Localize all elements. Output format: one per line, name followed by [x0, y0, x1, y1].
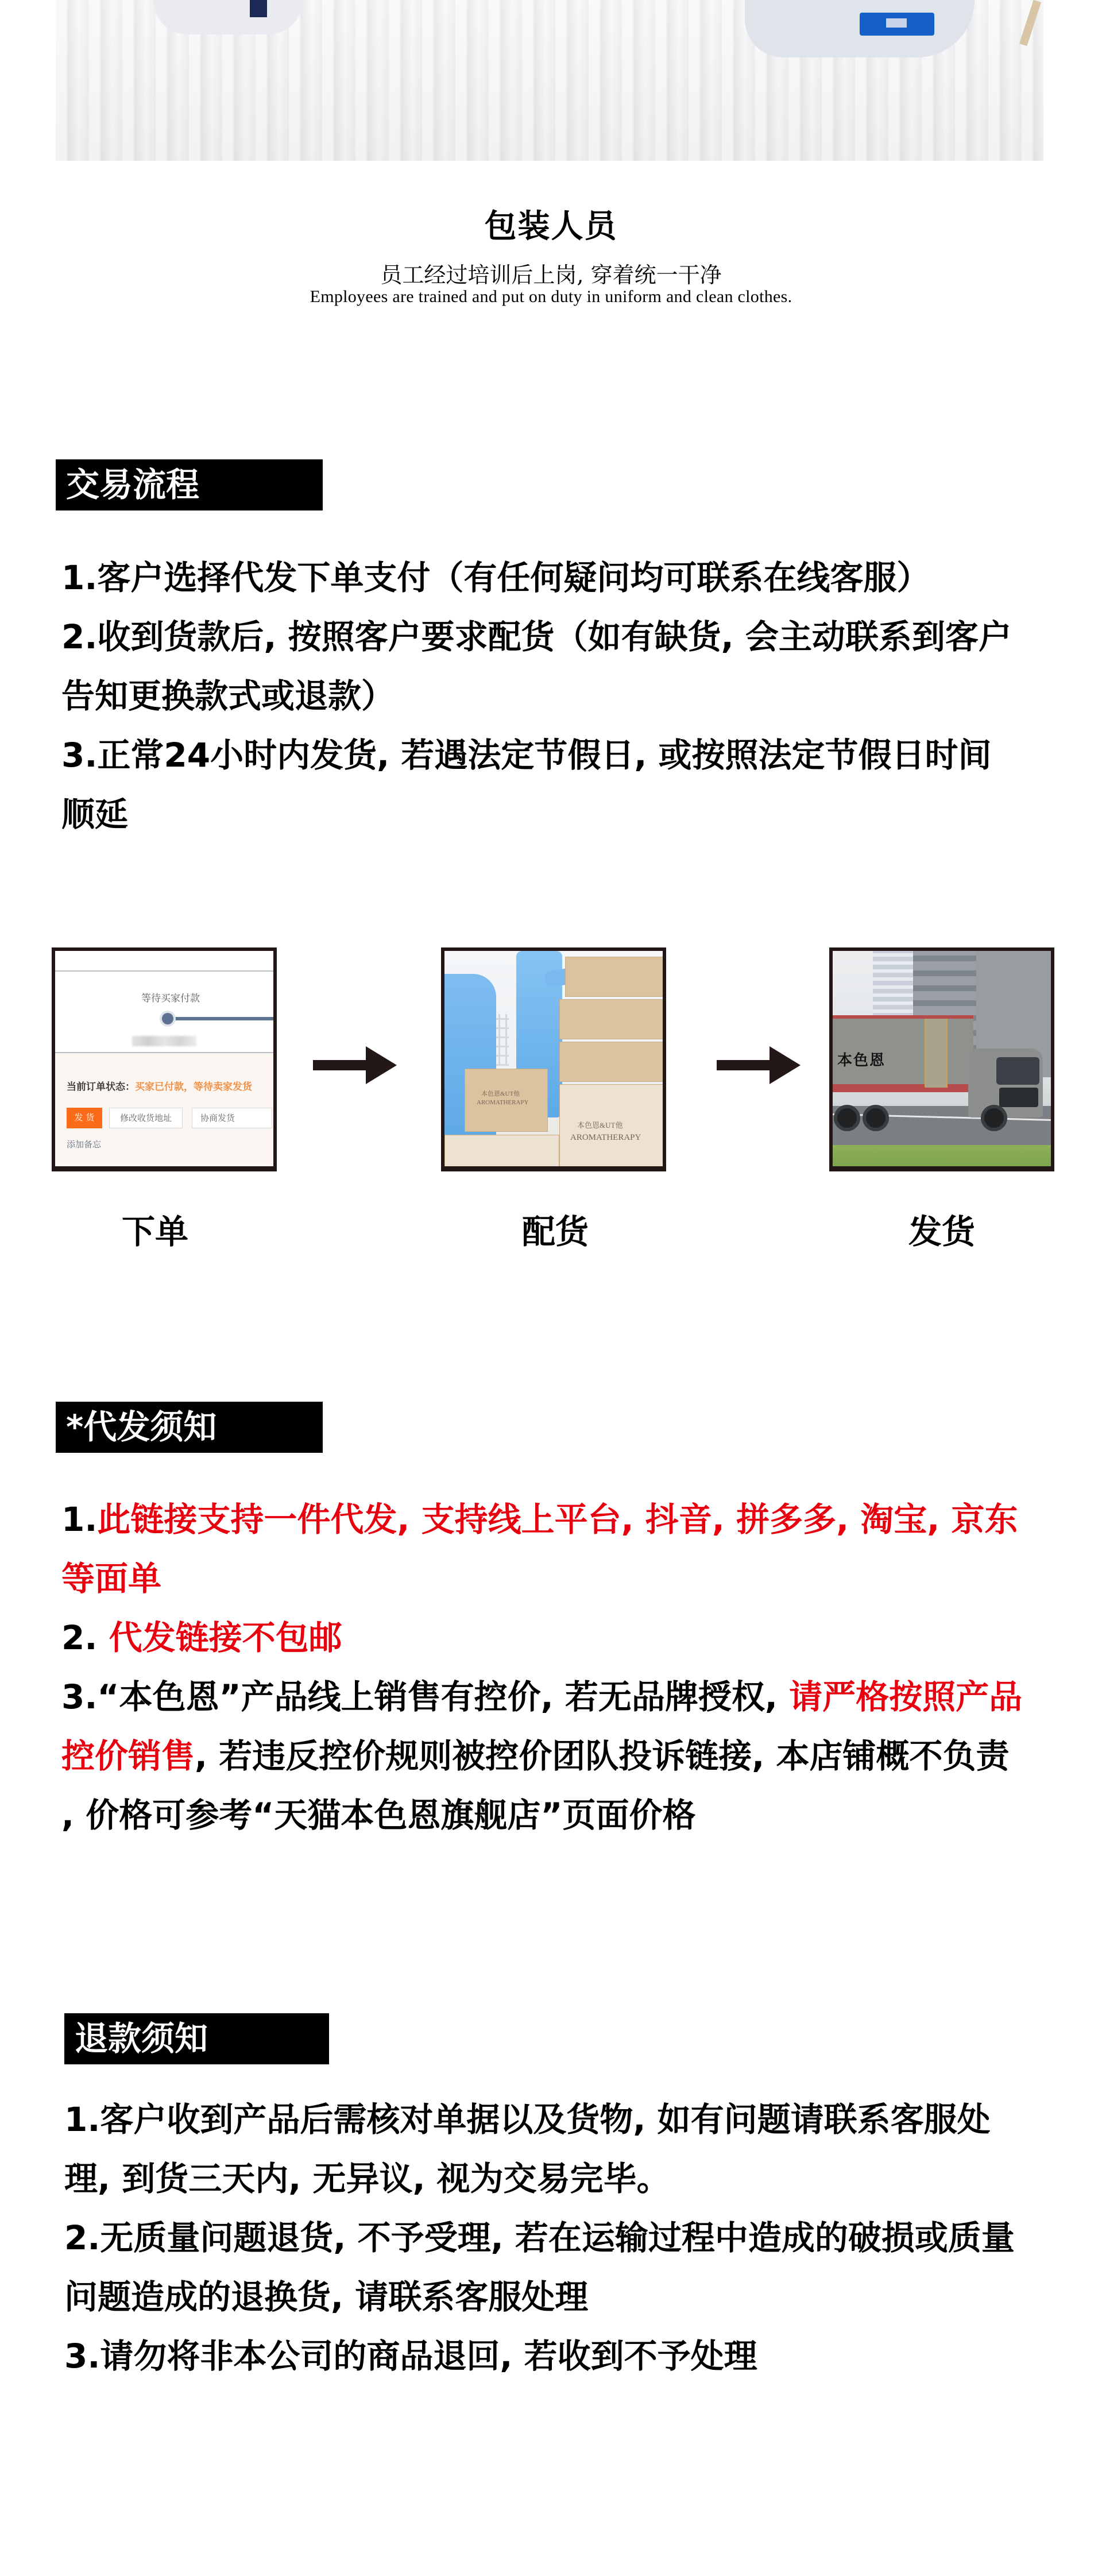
box-label: AROMATHERAPY — [477, 1099, 529, 1106]
text-run: , 价格可参考“天猫本色恩旗舰店”页面价格 — [61, 1796, 696, 1835]
order-progress-dot — [162, 1013, 173, 1024]
worker-figure — [153, 0, 303, 34]
list-line — [61, 1549, 1061, 1608]
edit-address-button[interactable]: 修改收货地址 — [109, 1108, 183, 1128]
transaction-process-heading: 交易流程 — [56, 459, 323, 510]
highlighted-text: 此链接支持一件代发, 支持线上平台, 抖音, 拼多多, 淘宝, 京东 — [97, 1500, 1018, 1539]
box-label: 本色恩&UT他 — [577, 1121, 623, 1130]
list-line: 问题造成的退换货, 请联系客服处理 — [64, 2277, 589, 2316]
building — [873, 951, 913, 1026]
cardboard-box — [559, 1042, 666, 1082]
dropship-notice-list — [61, 1490, 1061, 1845]
text-run: 3.“本色恩”产品线上销售有控价, 若无品牌授权, — [61, 1677, 790, 1716]
list-line: 告知更换款式或退款） — [61, 676, 395, 715]
flow-step-order-image — [52, 947, 277, 1171]
text-run: 1. — [61, 1500, 98, 1539]
highlighted-text: 控价销售 — [61, 1736, 195, 1776]
order-status — [67, 1078, 252, 1093]
order-progress-label: 等待买家付款 — [141, 993, 200, 1004]
truck-wheel — [834, 1105, 860, 1131]
list-line: 2.收到货款后, 按照客户要求配货（如有缺货, 会主动联系到客户 — [61, 617, 1012, 656]
grass — [833, 1145, 1051, 1171]
flow-step-label-order: 下单 — [121, 1212, 188, 1251]
container-panel — [925, 1019, 948, 1088]
blue-bin — [860, 13, 934, 36]
box-label: 本色恩&UT他 — [481, 1090, 520, 1097]
truck-container — [833, 1015, 973, 1092]
text-run: 2. — [61, 1618, 109, 1657]
cardboard-box — [444, 1135, 559, 1171]
list-line: 3.请勿将非本公司的商品退回, 若收到不予处理 — [64, 2337, 757, 2376]
blurred-timestamp — [132, 1036, 196, 1046]
dropship-notice-heading: *代发须知 — [56, 1402, 323, 1453]
refund-notice-list — [64, 2090, 1064, 2386]
list-line: 2.无质量问题退货, 不予受理, 若在运输过程中造成的破损或质量 — [64, 2218, 1015, 2257]
truck-wheel — [863, 1105, 889, 1131]
arrow-right-icon — [717, 1046, 801, 1084]
cardboard-box — [559, 999, 666, 1039]
apron-strap — [250, 0, 267, 17]
transaction-process-list — [61, 548, 1061, 844]
cardboard-box — [565, 957, 666, 997]
cardboard-box — [559, 1084, 666, 1170]
flow-step-label-shipping: 发货 — [908, 1212, 975, 1251]
packaging-subtitle-en: Employees are trained and put on duty in uniform and clean clothes. — [310, 287, 792, 306]
list-line: 1.客户选择代发下单支付（有任何疑问均可联系在线客服） — [61, 558, 930, 597]
order-status-value: 买家已付款，等待卖家发货 — [135, 1081, 252, 1093]
order-progress-line — [170, 1017, 277, 1020]
list-line — [61, 1727, 1061, 1786]
truck-grille — [999, 1088, 1038, 1107]
list-line: 顺延 — [61, 795, 129, 834]
text-run: , 若违反控价规则被控价团队投诉链接, 本店铺概不负责 — [195, 1736, 1010, 1776]
list-line: 理, 到货三天内, 无异议, 视为交易完毕。 — [64, 2159, 670, 2198]
cardboard-box — [465, 1069, 548, 1132]
list-line: 1.客户收到产品后需核对单据以及货物, 如有问题请联系客服处 — [64, 2100, 991, 2139]
packaging-title: 包装人员 — [484, 208, 618, 245]
truck-brand-text: 本色恩 — [837, 1052, 886, 1069]
list-line — [61, 1608, 1061, 1668]
flow-step-shipping-image — [829, 947, 1054, 1171]
highlighted-text: 等面单 — [61, 1559, 162, 1598]
order-status-label: 当前订单状态： — [67, 1081, 135, 1093]
highlighted-text: 代发链接不包邮 — [109, 1618, 342, 1657]
order-page-header — [55, 951, 273, 972]
box-label: AROMATHERAPY — [570, 1133, 641, 1142]
list-line — [61, 1786, 1061, 1845]
packaging-staff-photo — [56, 0, 1043, 161]
refund-notice-heading: 退款须知 — [64, 2013, 329, 2064]
order-status-panel — [55, 1052, 273, 1171]
highlighted-text: 请严格按照产品 — [789, 1677, 1023, 1716]
add-note-link[interactable]: 添加备忘 — [67, 1139, 102, 1150]
flow-step-label-packing: 配货 — [521, 1212, 589, 1251]
truck-windshield — [996, 1057, 1039, 1085]
ship-button[interactable]: 发 货 — [67, 1108, 102, 1128]
flow-step-packing-image — [441, 947, 666, 1171]
wooden-stick — [1019, 0, 1041, 46]
arrow-right-icon — [313, 1046, 397, 1084]
list-line: 3.正常24小时内发货, 若遇法定节假日, 或按照法定节假日时间 — [61, 736, 992, 775]
list-line — [61, 1668, 1061, 1727]
packaging-subtitle-cn: 员工经过培训后上岗, 穿着统一干净 — [380, 262, 722, 288]
negotiate-shipping-button[interactable]: 协商发货 — [192, 1108, 272, 1128]
list-line — [61, 1490, 1061, 1549]
truck-wheel — [981, 1105, 1007, 1131]
